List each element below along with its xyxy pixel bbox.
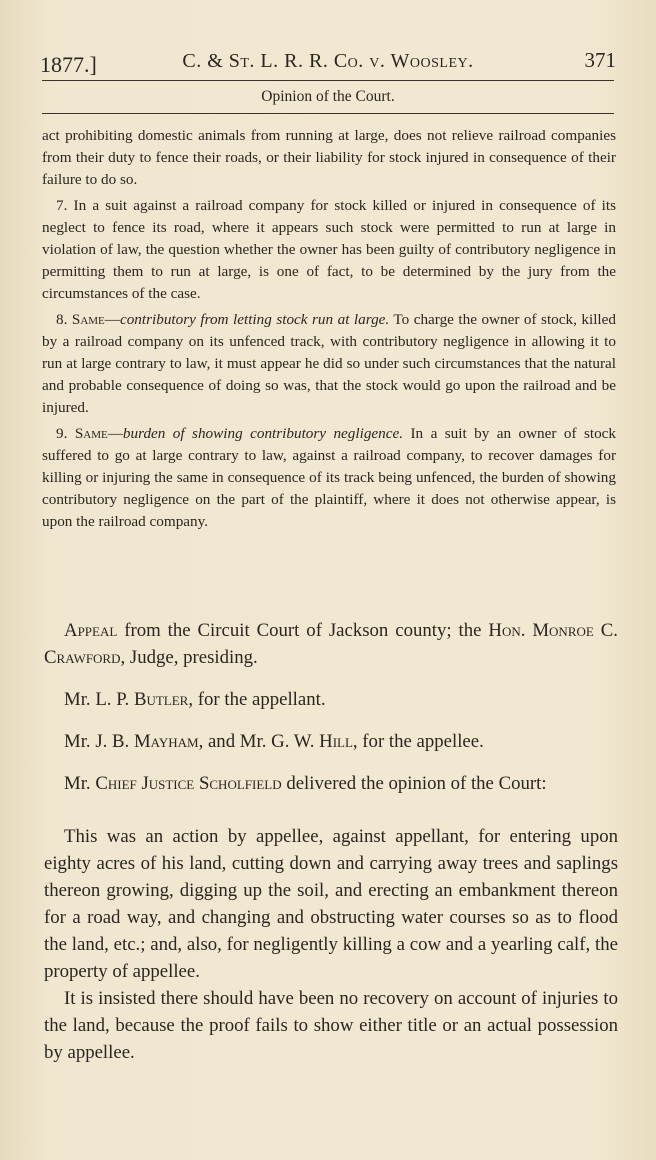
header-case-title: C. & St. L. R. R. Co. v. Woosley. — [182, 50, 474, 72]
headnote-9-dash: — — [107, 424, 123, 442]
appeal-statement — [44, 617, 618, 671]
header-year: 1877.] — [40, 52, 97, 77]
headnote-7 — [42, 195, 616, 306]
headnote-9-number: 9. — [56, 424, 68, 442]
counsel-appellee-name-2: G. W. Hill — [271, 731, 353, 752]
counsel-appellant — [44, 686, 618, 713]
opinion-intro-mr: Mr. — [64, 773, 91, 794]
counsel-appellee-role: , for the appellee. — [352, 731, 484, 752]
opinion-intro-text: delivered the opinion of the Court: — [286, 773, 547, 794]
headnote-9-same: Same — [74, 424, 108, 442]
appeal-text-end: , Judge, presiding. — [120, 647, 258, 668]
counsel-appellant-role: , for the appellant. — [188, 689, 326, 710]
appeal-hon: Hon. — [488, 620, 526, 641]
counsel-appellant-mr: Mr. — [64, 689, 91, 710]
counsel-appellant-name: L. P. Butler — [95, 689, 189, 710]
headnote-8-text: To charge the owner of stock, killed by a railroad company on its unfenced track, with contributory negligence in allowing it to run at large contrary to law, it must appear he did so under such circumstances that the natural and probable consequence of doing so was, that the stock would go upon the railroad and be injured. — [42, 310, 616, 417]
opinion-body — [44, 617, 618, 1066]
section-subheading: Opinion of the Court. — [261, 88, 395, 105]
counsel-appellee — [44, 728, 618, 755]
opinion-intro-justice: Chief Justice Scholfield — [95, 773, 282, 794]
header-rule-bottom — [42, 113, 614, 114]
header-rule-top — [42, 80, 614, 81]
headnotes — [42, 125, 616, 534]
header-page-number: 371 — [584, 48, 616, 72]
headnote-8-same: Same — [71, 310, 105, 328]
appeal-lead: Appeal — [64, 620, 118, 641]
headnote-8-topic: contributory from letting stock run at large. — [119, 310, 390, 328]
running-header — [40, 44, 616, 77]
headnote-8 — [42, 309, 616, 420]
headnote-7-number: 7. — [56, 196, 68, 214]
headnote-continuation: act prohibiting domestic animals from running at large, does not relieve railroad companies from their duty to fence their roads, or their liability for stock injured in consequence of their failure to do so. — [42, 127, 616, 189]
headnote-9-topic: burden of showing contributory negligence. — [122, 424, 404, 442]
headnote-9 — [42, 423, 616, 534]
counsel-appellee-mr-2: Mr. — [239, 731, 267, 752]
opinion-introduction — [44, 770, 618, 797]
headnote-8-dash: — — [104, 310, 120, 328]
counsel-appellee-name-1: J. B. Mayham — [95, 731, 199, 752]
headnote-8-number: 8. — [56, 310, 68, 328]
headnote-9-text: In a suit by an owner of stock suffered to go at large contrary to law, against a railroad company, to recover damages for killing or injuring the same in consequence of its track being unfenced, the burden of showing contributory negligence on the part of the plaintiff, where it does not otherwise appear, is upon the railroad company. — [42, 424, 617, 531]
opinion-paragraph-1: This was an action by appellee, against appellant, for entering upon eighty acres of his land, cutting down and carrying away trees and saplings thereon growing, digging up the soil, and erecting an embankment thereon for a road way, and changing and obstructing water courses so as to flood the land, etc.; and, also, for negligently killing a cow and a yearling calf, the property of appellee. — [44, 826, 618, 982]
counsel-appellee-mr-1: Mr. — [64, 731, 91, 752]
counsel-appellee-and: , and — [198, 731, 236, 752]
appeal-text: from the Circuit Court of Jackson county; the — [124, 620, 482, 641]
opinion-paragraph-2: It is insisted there should have been no recovery on account of injuries to the land, because the proof fails to show either title or an actual possession by appellee. — [44, 988, 618, 1063]
headnote-7-text: In a suit against a railroad company for stock killed or injured in consequence of its neglect to fence its road, where it appears such stock were permitted to run at large in violation of law, the question whether the owner has been guilty of contributory negligence in permitting them to run at large, is one of fact, to be determined by the jury from the circumstances of the case. — [42, 196, 616, 303]
appeal-judge-name: Monroe C. Crawford — [44, 620, 618, 668]
